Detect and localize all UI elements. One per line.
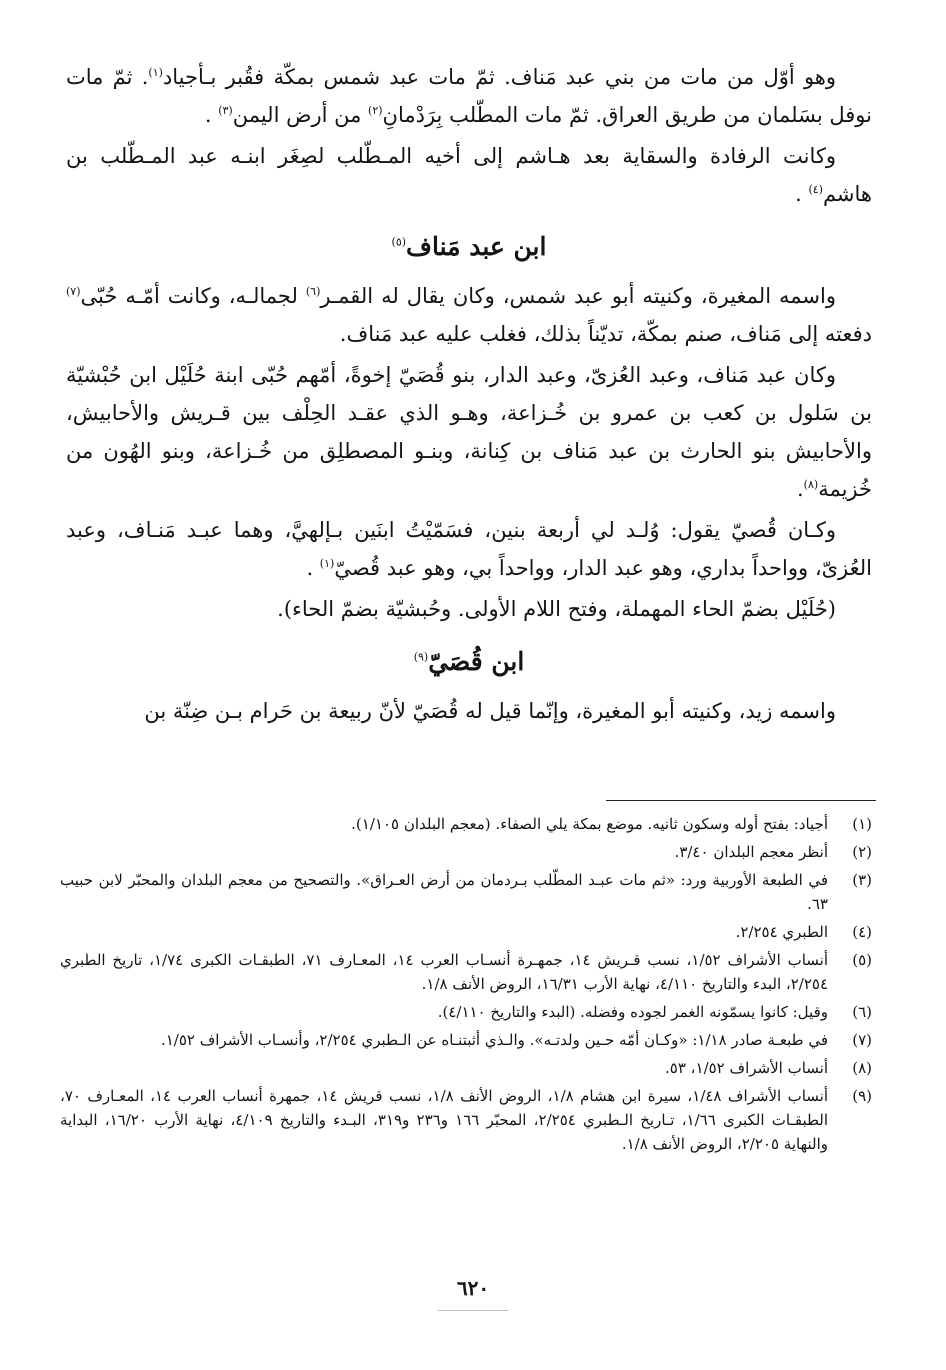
footnote-number: (١) [852, 815, 872, 833]
footnote-text: أنساب الأشراف ١/٥٢، ٥٣. [665, 1059, 828, 1077]
footnote-ref[interactable]: (٤) [808, 183, 823, 196]
footnote-number: (٤) [852, 923, 872, 941]
footnote [60, 1000, 872, 1024]
footnote [60, 840, 872, 864]
bottom-rule [438, 1310, 508, 1311]
paragraph: (حُلَيْل بضمّ الحاء المهملة، وفتح اللام الأولى. وحُبشيّة بضمّ الحاء). [277, 597, 836, 621]
footnote-text: أجياد: بفتح أوله وسكون ثانيه. موضع بمكة يلي الصفاء. (معجم البلدان ١/١٠٥). [351, 815, 828, 833]
paragraph: واسمه المغيرة، وكنيته أبو عبد شمس، وكان يقال له القمـر$^{(٦)}$ لجمالـه، وكانت أمّـه حُبّى$^{(٧)}$ دفعته إلى مَناف، صنم بمكّة، تديّناً بذلك، فغلب عليه عبد مَناف. [66, 284, 872, 346]
footnote-number: (٩) [852, 1087, 872, 1105]
footnote [60, 868, 872, 916]
page-number: ٦٢٠ [456, 1276, 490, 1300]
footnote-number: (٣) [852, 871, 872, 889]
footnote-number: (٧) [852, 1031, 872, 1049]
footnote-ref[interactable]: (١) [148, 66, 163, 79]
footnote-ref[interactable]: (٧) [66, 285, 81, 298]
footnote [60, 948, 872, 996]
footnote [60, 1056, 872, 1080]
footnote-text: أنظر معجم البلدان ٣/٤٠. [674, 843, 828, 861]
footnote-text: الطبري ٢/٢٥٤. [735, 923, 828, 941]
footnote-text: في طبعـة صادر ١/١٨: «وكـان أمّه حـين ولدتـه». والـذي أثبتنـاه عن الـطبري ٢/٢٥٤، وأنسـاب الأشراف ١/٥٢. [160, 1031, 828, 1049]
paragraph: وكان عبد مَناف، وعبد العُزىّ، وعبد الدار، بنو قُصَيّ إخوةً، أمّهم حُبّى ابنة حُلَيْل ابن حُبْشيّة بن سَلول بن كعب بن عمرو بن خُـزاعة، وهـو الذي عقـد الحِلْف بين قـريش والأحابيش، والأحابيش بنو الحارث بن عبد مَناف بن كِنانة، وبنـو المصطلِق من خُـزاعة، وبنو الهُون من خُزيمة$^{(٨)}$. [66, 363, 872, 501]
footnote-ref[interactable]: (٣) [218, 104, 233, 117]
section-heading: ابن قُصَيّ$^{(٩)}$ [413, 647, 525, 676]
footnote [60, 1028, 872, 1052]
footnote-ref[interactable]: (٢) [368, 104, 383, 117]
footnote-ref[interactable]: (٩) [413, 650, 429, 664]
footnote-number: (٦) [852, 1003, 872, 1021]
footnote-number: (٨) [852, 1059, 872, 1077]
footnote-text: في الطبعة الأوربية ورد: «ثم مات عبـد المطّلب بـردمان من أرض العـراق». والتصحيح من معجم البلدان والمحبّر لابن حبيب ٦٣. [60, 871, 828, 913]
footnote-ref[interactable]: (١) [319, 557, 335, 570]
footnote-ref[interactable]: (٨) [803, 478, 819, 491]
footnote-number: (٥) [852, 951, 872, 969]
footnote-text: وقيل: كانوا يسمّونه الغمر لجوده وفضله. (البدء والتاريخ ٤/١١٠). [437, 1003, 828, 1021]
paragraph: وكانت الرفادة والسقاية بعد هـاشم إلى أخيه المـطّلب لصِغَر ابنـه عبد المـطّلب بن هاشم$^{(٤)}$ . [66, 144, 872, 206]
footnote-ref[interactable]: (٥) [391, 235, 407, 249]
paragraph: واسمه زيد، وكنيته أبو المغيرة، وإنّما قيل له قُصَيّ لأنّ ربيعة بن حَرام بـن ضِنّة بن [144, 699, 836, 723]
footnote-ref[interactable]: (٦) [305, 285, 321, 298]
footnote [60, 1084, 872, 1156]
footnote [60, 812, 872, 836]
footnote-number: (٢) [852, 843, 872, 861]
main-text [66, 58, 872, 733]
paragraph: وكـان قُصيّ يقول: وُلـد لي أربعة بنين، فسَمّيْتُ ابنَين بـإلهيَّ، وهما عبـد مَنـاف، وعبد العُزىّ، وواحداً بداري، وهو عبد الدار، وواحداً بي، وهو عبد قُصيّ$^{(١)}$ . [66, 518, 872, 580]
footnote-text: أنساب الأشراف ١/٤٨، سيرة ابن هشام ١/٨، الروض الأنف ١/٨، نسب قريش ١٤، جمهرة أنساب العرب ١٤، المعـارف ٧٠، الطبقـات الكبرى ١/٦٦، تـاريخ الـطبري ٢/٢٥٤، المحبّر ١٦٦ و٢٣٦ و٣١٩، البـدء والتاريخ ٤/١٠٩، نهاية الأرب ١٦/٢٠، البداية والنهاية ٢/٢٠٥، الروض الأنف ١/٨. [60, 1087, 829, 1153]
footnote [60, 920, 872, 944]
section-heading: ابن عبد مَناف$^{(٥)}$ [391, 232, 547, 261]
paragraph: وهو أوّل من مات من بني عبد مَناف. ثمّ مات عبد شمس بمكّة فقُبر بـأجياد$^{(١)}$. ثمّ مات نوفل بسَلمان من طريق العراق. ثمّ مات المطّلب بِرَدْمانِ$^{(٢)}$ من أرض اليمن$^{(٣)}$ . [66, 65, 872, 127]
footnotes [60, 812, 872, 1160]
footnote-text: أنساب الأشراف ١/٥٢، نسب قـريش ١٤، جمهـرة أنسـاب العرب ١٤، المعـارف ٧١، الطبقـات الكبرى ١/٧٤، تاريخ الطبري ٢/٢٥٤، البدء والتاريخ ٤/١١٠، نهاية الأرب ١٦/٣١، الروض الأنف ١/٨. [60, 951, 829, 993]
footnote-separator [606, 800, 876, 801]
